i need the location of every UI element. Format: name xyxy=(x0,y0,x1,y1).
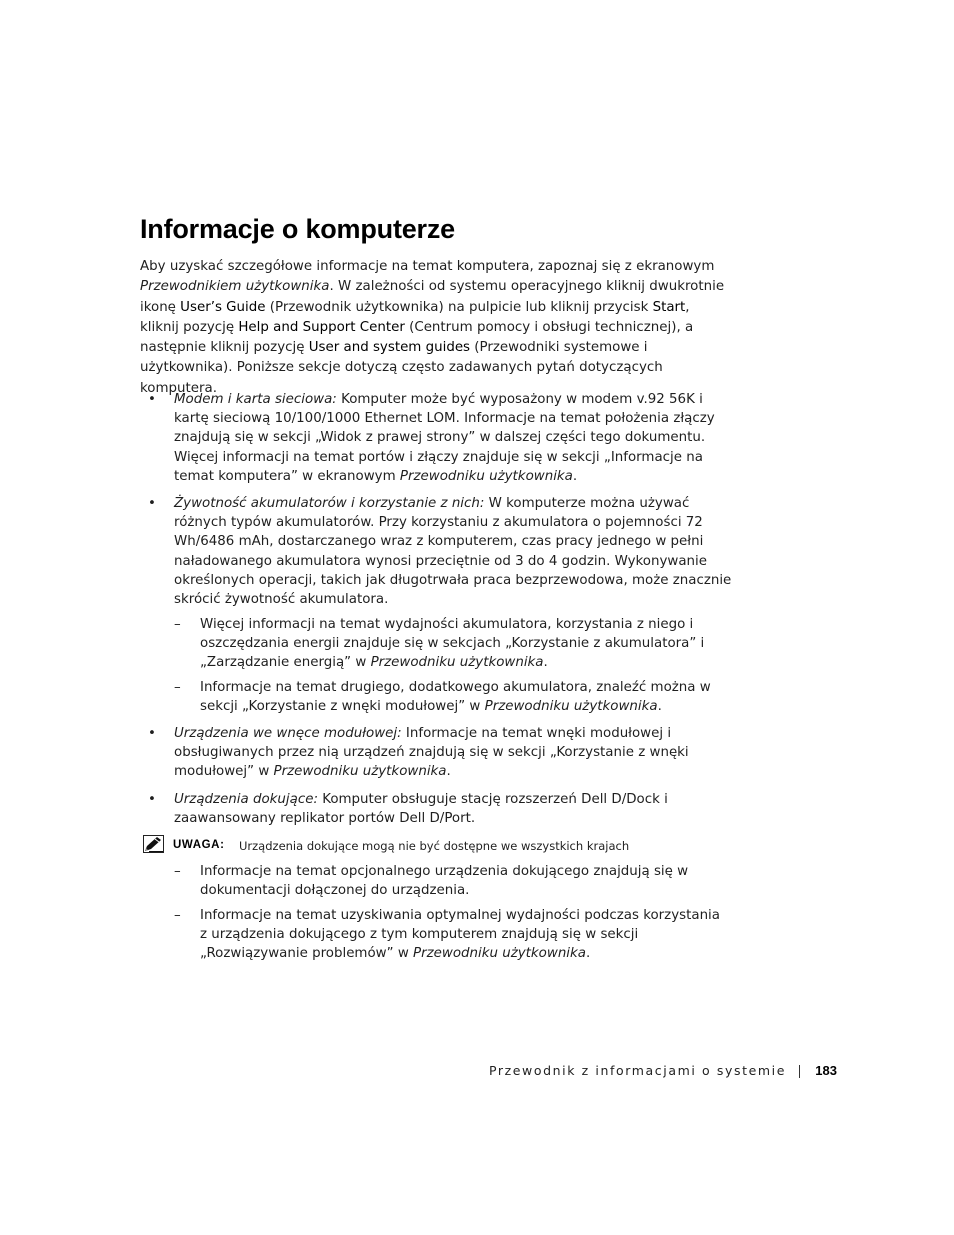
dash-mark: – xyxy=(174,680,181,695)
list-item-body: Informacje na temat wnęki modułowej i obsługiwanych przez nią urządzeń znajdują się w sekcji „Korzystanie z wnęki modułowej” w xyxy=(174,726,689,780)
bullet-mark: • xyxy=(148,726,156,741)
sub-list-item xyxy=(174,615,730,673)
dash-mark: – xyxy=(174,864,181,879)
page-title: Informacje o komputerze xyxy=(140,214,455,244)
bullet-mark: • xyxy=(148,496,156,511)
sub-list-item-emphasis: Przewodniku użytkownika xyxy=(413,946,586,962)
dash-mark: – xyxy=(174,908,181,923)
list-item-term: Urządzenia dokujące: xyxy=(174,792,318,807)
intro-emphasis: Przewodnikiem użytkownika xyxy=(140,279,330,295)
intro-text: (Przewodnik użytkownika) na pulpicie lub kliknij przycisk xyxy=(265,299,653,315)
page-number: 183 xyxy=(815,1063,837,1078)
list-item xyxy=(140,390,736,486)
sub-list-item xyxy=(174,862,730,900)
note-text: Urządzenia dokujące mogą nie być dostępne we wszystkich krajach xyxy=(239,839,630,853)
intro-text: Aby uzyskać szczegółowe informacje na temat komputera, zapoznaj się z ekranowym xyxy=(140,259,715,274)
sub-list-item-body: . xyxy=(543,655,548,671)
sub-list-item-emphasis: Przewodniku użytkownika xyxy=(484,699,658,715)
sub-list-item-body: Informacje na temat drugiego, dodatkowego akumulatora, znaleźć można w sekcji „Korzystanie z wnęki modułowej” w xyxy=(200,680,711,715)
list-item-emphasis: Przewodniku użytkownika xyxy=(399,468,573,484)
sub-list-item-text xyxy=(200,615,730,673)
ui-term-start: Start xyxy=(652,299,686,315)
dash-mark: – xyxy=(174,617,181,632)
ui-term-help-support: Help and Support Center xyxy=(238,319,405,335)
sub-list-item xyxy=(174,906,730,964)
sub-list-item xyxy=(174,678,730,716)
sub-list-item-emphasis: Przewodniku użytkownika xyxy=(370,655,544,671)
sub-list-item-text xyxy=(200,678,730,716)
note-pencil-icon xyxy=(143,835,164,853)
sub-list-item-text xyxy=(200,862,730,900)
list-item-body: . xyxy=(446,764,451,780)
list-item-term: Modem i karta sieciowa: xyxy=(174,392,337,407)
sub-list-item-body: . xyxy=(586,946,591,962)
list-item-term: Urządzenia we wnęce modułowej: xyxy=(174,726,402,741)
list-item-body: Komputer może być wyposażony w modem v.92 56K i kartę sieciową 10/100/1000 Ethernet LOM. Informacje na temat położenia złączy znajdują się w sekcji „Widok z prawej strony” w dalszej części tego dokumentu. Więcej informacji na temat portów i złączy znajduje się w sekcji „Informacje na temat komputera” w ekranowym xyxy=(174,392,715,484)
sub-list-item-body: Informacje na temat uzyskiwania optymalnej wydajności podczas korzystania z urządzenia dokującego z tym komputerem znajdują się w sekcji „Rozwiązywanie problemów” w xyxy=(200,908,720,962)
intro-text: (Przewodniki systemowe i użytkownika). Poniższe sekcje dotyczą często zadawanych pytań dotyczących komputera. xyxy=(140,340,663,396)
intro-text: , kliknij pozycję xyxy=(140,299,690,335)
page-footer xyxy=(488,1062,840,1082)
list-item xyxy=(140,724,736,782)
ui-term-users-guide: User’s Guide xyxy=(180,299,266,315)
sub-list-item-text xyxy=(200,906,730,964)
intro-text: . W zależności od systemu operacyjnego kliknij dwukrotnie ikonę xyxy=(140,279,725,315)
intro-text: (Centrum pomocy i obsługi technicznej), a następnie kliknij pozycję xyxy=(140,319,694,356)
list-item xyxy=(140,790,736,828)
list-item-text xyxy=(174,494,736,609)
list-item-term: Żywotność akumulatorów i korzystanie z nich: xyxy=(174,496,485,511)
list-item-body: W komputerze można używać różnych typów akumulatorów. Przy korzystaniu z akumulatora o pojemności 72 Wh/6486 mAh, dostarczanego wraz z komputerem, czas pracy jednego w pełni naładowanego akumulatora wynosi przeciętnie od 3 do 4 godzin. Wykonywanie określonych operacji, takich jak długotrwała praca bezprzewodowa, może znacznie skrócić żywotność akumulatora. xyxy=(174,496,732,608)
sub-list-item-body: . xyxy=(657,699,662,715)
note-callout xyxy=(143,835,743,857)
ui-term-user-system-guides: User and system guides xyxy=(308,340,471,356)
footer-title: Przewodnik z informacjami o systemie xyxy=(488,1063,786,1078)
note-label: UWAGA: xyxy=(173,839,225,851)
list-item-text xyxy=(174,724,736,782)
list-item-text xyxy=(174,390,736,486)
list-item-text xyxy=(174,790,736,828)
list-item-emphasis: Przewodniku użytkownika xyxy=(273,764,447,780)
list-item xyxy=(140,494,736,609)
bullet-mark: • xyxy=(148,392,156,407)
list-item-body: Komputer obsługuje stację rozszerzeń Dell D/Dock i zaawansowany replikator portów Dell D/Port. xyxy=(174,792,668,827)
list-item-body: . xyxy=(572,468,578,484)
sub-list-item-body: Informacje na temat opcjonalnego urządzenia dokującego znajdują się w dokumentacji dołączonej do urządzenia. xyxy=(200,864,689,899)
footer-divider xyxy=(799,1065,800,1078)
sub-list-item-body: Więcej informacji na temat wydajności akumulatora, korzystania z niego i oszczędzania energii znajduje się w sekcjach „Korzystanie z akumulatora” i „Zarządzanie energią” w xyxy=(200,617,705,671)
bullet-mark: • xyxy=(148,792,156,807)
intro-paragraph xyxy=(140,257,730,399)
